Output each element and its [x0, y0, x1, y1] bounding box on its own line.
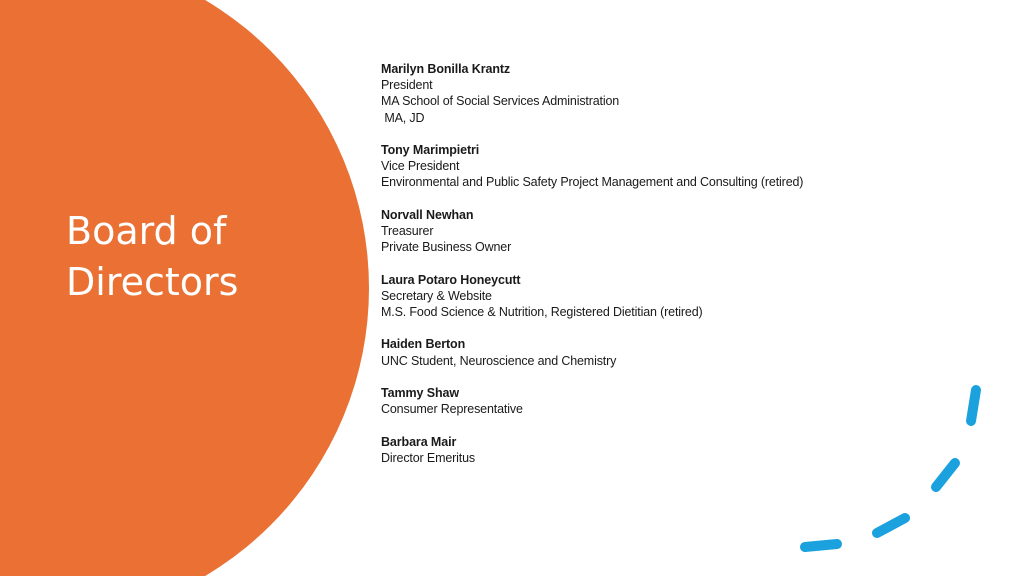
- member-name: Norvall Newhan: [381, 207, 474, 222]
- title-line-2: Directors: [66, 260, 239, 304]
- member-detail: M.S. Food Science & Nutrition, Registered Dietitian (retired): [381, 305, 703, 319]
- member-detail: President: [381, 78, 433, 93]
- member-detail: Private Business Owner: [381, 240, 512, 255]
- member-detail: Consumer Representative: [381, 402, 523, 417]
- member-name: Barbara Mair: [381, 434, 457, 449]
- member-detail: Secretary & Website: [381, 288, 492, 303]
- member-detail: Director Emeritus: [381, 450, 475, 465]
- arc-dash: [805, 544, 837, 547]
- member-name: Tammy Shaw: [381, 385, 459, 400]
- title-line-1: Board of: [66, 209, 227, 253]
- arc-dash: [936, 463, 955, 487]
- member-detail: Environmental and Public Safety Project Management and Consulting (retired): [381, 175, 804, 190]
- member-detail: MA, JD: [381, 110, 425, 125]
- member-name: Haiden Berton: [381, 337, 466, 352]
- arc-dash: [971, 390, 976, 421]
- member-detail: MA School of Social Services Administration: [381, 94, 620, 109]
- arc-dash: [877, 518, 905, 533]
- member-detail: UNC Student, Neuroscience and Chemistry: [381, 353, 617, 368]
- member-name: Marilyn Bonilla Krantz: [381, 62, 511, 76]
- member-name: Tony Marimpietri: [381, 143, 480, 157]
- member-detail: Treasurer: [381, 224, 434, 238]
- member-detail: Vice President: [381, 159, 460, 174]
- member-name: Laura Potaro Honeycutt: [381, 272, 521, 287]
